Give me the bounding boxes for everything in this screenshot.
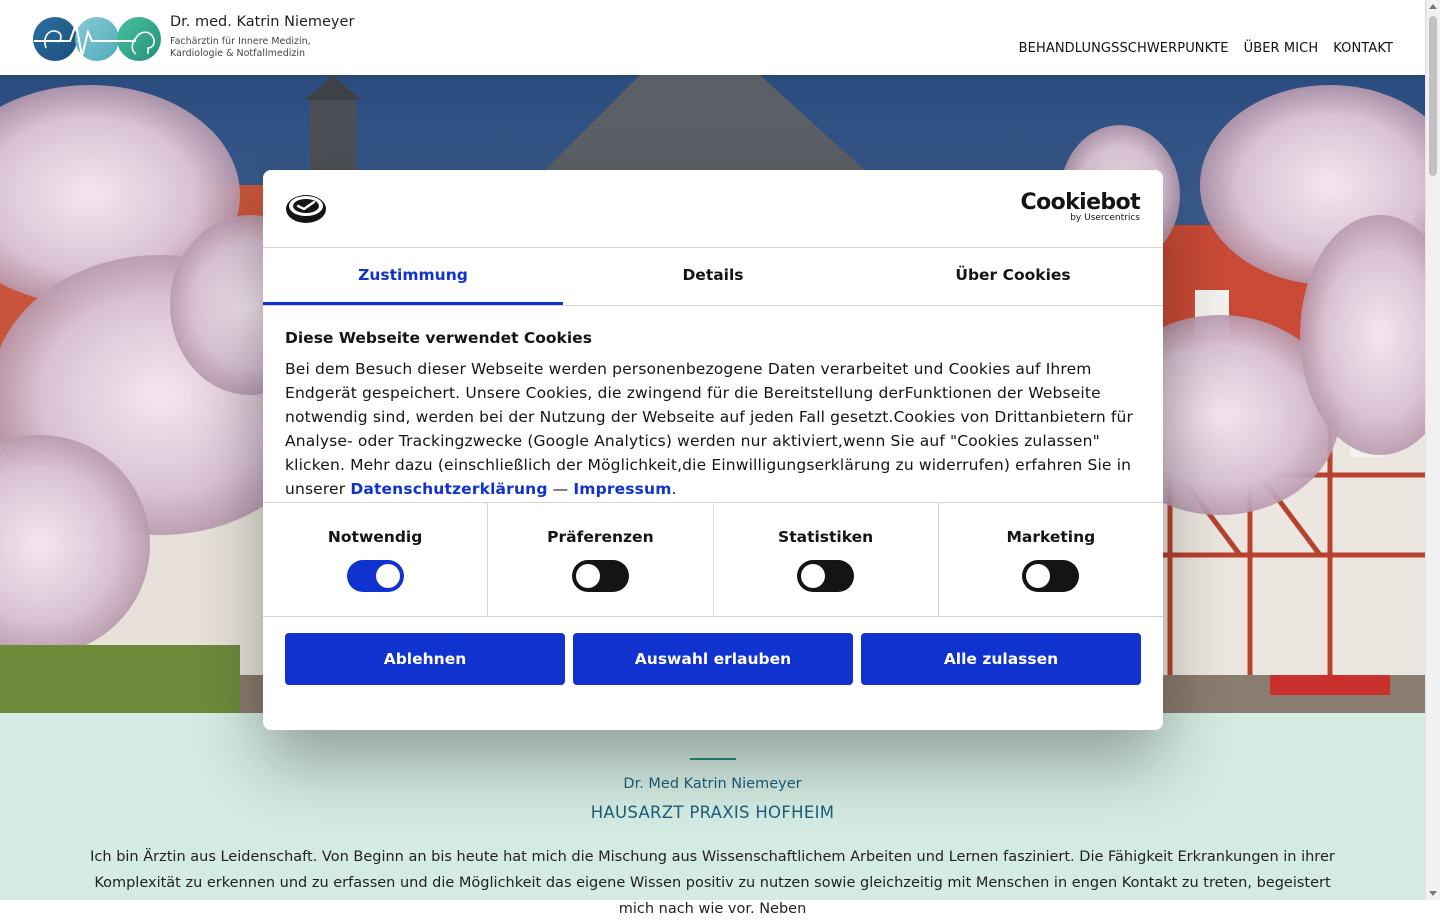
toggle-label-marketing: Marketing (1006, 528, 1096, 546)
toggle-label-notwendig: Notwendig (327, 528, 423, 546)
tab-details[interactable]: Details (682, 266, 744, 284)
intro-text: Ich bin Ärztin aus Leidenschaft. Von Beginn an bis heute hat mich die Mischung aus Wissenschaftlichem Arbeiten und Lernen fasziniert. Die Fähigkeit Erkrankungen in ihrer Komplexität zu erkennen und zu erfassen und die Möglichkeit das eigene Wissen positiv zu nutzen sowie gleichzeitig mit Menschen in engen Kontakt zu treten, begeistert mich nach wie vor. Neben (90, 849, 1335, 917)
cookiebot-logo[interactable] (1021, 192, 1140, 223)
imprint-link[interactable]: Impressum (573, 480, 672, 498)
decline-button[interactable]: Ablehnen (285, 633, 565, 685)
divider (690, 758, 736, 760)
cookiebot-sub: by Usercentrics (1070, 213, 1140, 223)
toggle-marketing[interactable] (1022, 560, 1079, 592)
page-scrollbar[interactable] (1425, 0, 1440, 900)
intro-name: Dr. Med Katrin Niemeyer (623, 776, 802, 792)
consent-toggles (263, 503, 1163, 617)
toggle-label-praeferenzen: Präferenzen (547, 528, 654, 546)
toggle-praeferenzen[interactable] (572, 560, 629, 592)
main-nav (1019, 41, 1393, 56)
allow-all-button[interactable]: Alle zulassen (861, 633, 1141, 685)
cookiebot-word: Cookiebot (1020, 190, 1140, 215)
scroll-thumb[interactable] (1429, 16, 1437, 176)
toggle-statistiken[interactable] (797, 560, 854, 592)
brand-name[interactable]: Dr. med. Katrin Niemeyer (170, 14, 355, 30)
toggle-group-notwendig (263, 503, 488, 616)
cookie-icon (285, 192, 327, 224)
nav-item-kontakt[interactable]: KONTAKT (1333, 41, 1393, 56)
dialog-body (263, 306, 1163, 503)
brand-subtitle: Fachärztin für Innere Medizin, Kardiologie & Notfallmedizin (170, 36, 311, 59)
tab-ueber-cookies[interactable]: Über Cookies (955, 266, 1071, 284)
dialog-header (263, 170, 1163, 248)
nav-item-behandlungsschwerpunkte[interactable]: BEHANDLUNGSSCHWERPUNKTE (1018, 41, 1229, 56)
heartbeat-logo-icon[interactable] (32, 14, 162, 64)
toggle-knob (1026, 564, 1050, 588)
toggle-group-marketing (939, 503, 1163, 616)
link-separator: — (547, 480, 574, 498)
toggle-group-praeferenzen (488, 503, 713, 616)
nav-item-ueber-mich[interactable]: ÜBER MICH (1243, 41, 1319, 56)
cookie-consent-dialog (263, 170, 1163, 730)
dialog-text (285, 357, 1141, 501)
intro-title: HAUSARZT PRAXIS HOFHEIM (590, 803, 835, 822)
site-header (0, 0, 1425, 75)
toggle-label-statistiken: Statistiken (778, 528, 874, 546)
scroll-up-icon[interactable] (1429, 4, 1437, 9)
dialog-buttons (263, 617, 1163, 701)
dialog-title: Diese Webseite verwendet Cookies (285, 329, 592, 347)
toggle-notwendig[interactable] (347, 560, 404, 592)
privacy-link[interactable]: Datenschutzerklärung (350, 480, 548, 498)
tab-zustimmung[interactable]: Zustimmung (263, 248, 563, 305)
intro-section (0, 713, 1425, 917)
allow-selection-button[interactable]: Auswahl erlauben (573, 633, 853, 685)
text-end: . (671, 480, 677, 498)
dialog-text-body: Bei dem Besuch dieser Webseite werden personenbezogene Daten verarbeitet und Cookies auf Ihrem Endgerät gespeichert. Unsere Cookies, die zwingend für die Bereitstellung derFunktionen der Webseite notwendig sind, werden bei der Nutzung der Webseite auf jeden Fall gesetzt.Cookies von Drittanbietern für Analyse- oder Trackingzwecke (Google Analytics) werden nur aktiviert,wenn Sie auf "Cookies zulassen" klicken. Mehr dazu (einschließlich der Möglichkeit,die Einwilligungserklärung zu widerrufen) erfahren Sie in unserer (285, 360, 1133, 498)
toggle-group-statistiken (714, 503, 939, 616)
scroll-down-icon[interactable] (1429, 891, 1437, 896)
toggle-knob (376, 564, 400, 588)
toggle-knob (576, 564, 600, 588)
dialog-tabs (263, 248, 1163, 306)
toggle-knob (801, 564, 825, 588)
